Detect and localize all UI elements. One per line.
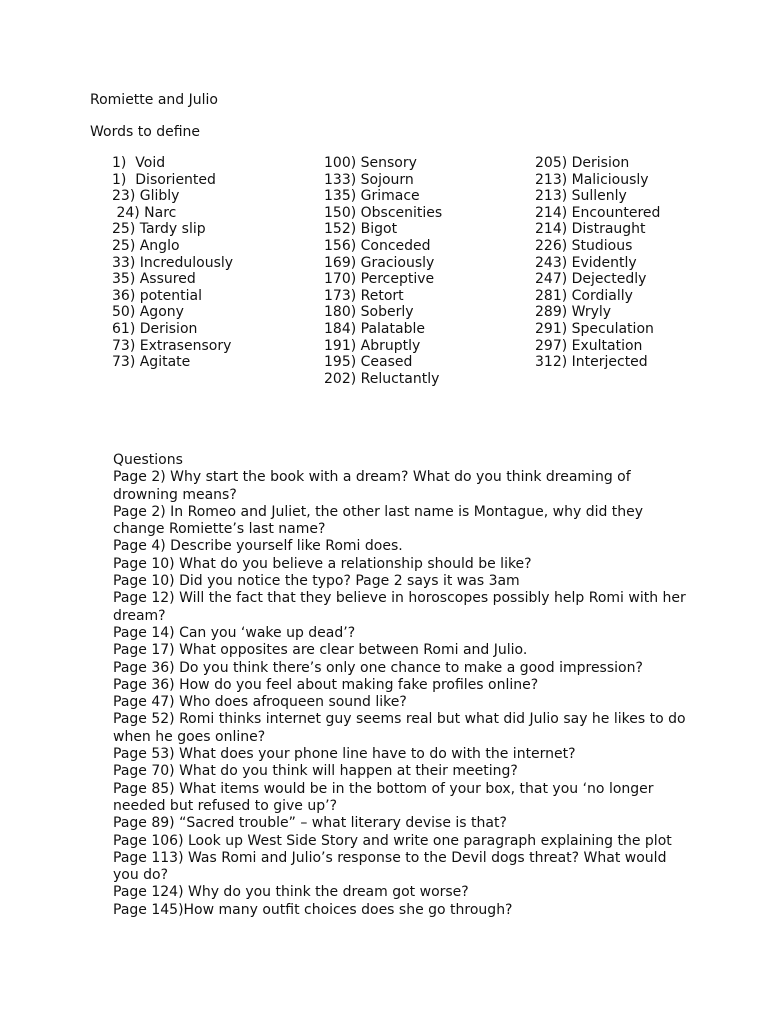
question-item: Page 2) In Romeo and Juliet, the other last name is Montague, why did they change Romiette’s last name?	[113, 503, 644, 538]
question-item: Page 12) Will the fact that they believe in horoscopes possibly help Romi with her dream?	[113, 590, 686, 624]
question-item: Page 106) Look up West Side Story and write one paragraph explaining the plot	[113, 832, 672, 849]
question-item: Page 14) Can you ‘wake up dead’?	[113, 624, 356, 641]
question-item: Page 17) What opposites are clear between Romi and Julio.	[113, 642, 528, 659]
word-item: 180) Soberly	[324, 304, 414, 321]
word-item: 25) Anglo	[112, 237, 180, 254]
question-item: Page 2) Why start the book with a dream? What do you think dreaming of drowning means?	[113, 469, 631, 503]
word-item: 150) Obscenities	[324, 204, 443, 221]
question-item: Page 85) What items would be in the bottom of your box, that you ‘no longer needed but refused to give up’?	[113, 780, 654, 814]
word-item: 173) Retort	[324, 287, 404, 304]
word-item: 312) Interjected	[535, 354, 648, 371]
word-item: 133) Sojourn	[324, 171, 414, 188]
word-item: 213) Sullenly	[535, 188, 627, 205]
word-item: 226) Studious	[535, 237, 633, 254]
word-column-1	[112, 155, 233, 371]
word-item: 202) Reluctantly	[324, 370, 440, 387]
questions-section	[113, 452, 713, 919]
word-item: 35) Assured	[112, 271, 196, 288]
word-item: 205) Derision	[535, 155, 630, 171]
questions-heading: Questions	[113, 452, 183, 468]
word-item: 135) Grimace	[324, 188, 420, 205]
word-item: 50) Agony	[112, 304, 184, 321]
word-item: 33) Incredulously	[112, 254, 234, 271]
word-item: 152) Bigot	[324, 221, 398, 238]
word-item: 243) Evidently	[535, 254, 637, 271]
question-item: Page 10) Did you notice the typo? Page 2 says it was 3am	[113, 573, 520, 590]
document-title: Romiette and Julio	[90, 92, 218, 108]
document-subtitle: Words to define	[90, 124, 201, 140]
word-column-3	[535, 155, 660, 371]
word-item: 281) Cordially	[535, 287, 633, 304]
word-item: 156) Conceded	[324, 237, 431, 254]
word-item: 184) Palatable	[324, 320, 425, 337]
word-item: 61) Derision	[112, 320, 198, 337]
word-item: 36) potential	[112, 287, 203, 304]
word-item: 169) Graciously	[324, 254, 435, 271]
word-item: 195) Ceased	[324, 354, 413, 371]
word-item: 170) Perceptive	[324, 271, 435, 288]
question-item: Page 47) Who does afroqueen sound like?	[113, 694, 407, 711]
word-item: 73) Extrasensory	[112, 337, 232, 354]
word-item: 191) Abruptly	[324, 337, 421, 354]
question-item: Page 52) Romi thinks internet guy seems real but what did Julio say he likes to do when he goes online?	[113, 711, 686, 745]
word-item: 291) Speculation	[535, 320, 654, 337]
question-item: Page 36) How do you feel about making fake profiles online?	[113, 676, 539, 693]
question-item: Page 4) Describe yourself like Romi does.	[113, 538, 403, 555]
word-item: 247) Dejectedly	[535, 271, 647, 288]
word-item: 214) Distraught	[535, 221, 646, 238]
question-item: Page 53) What does your phone line have to do with the internet?	[113, 746, 576, 763]
question-item: Page 89) “Sacred trouble” – what literary devise is that?	[113, 815, 507, 832]
question-item: Page 113) Was Romi and Julio’s response to the Devil dogs threat? What would you do?	[113, 849, 667, 884]
word-item: 100) Sensory	[324, 155, 417, 171]
question-item: Page 10) What do you believe a relationship should be like?	[113, 555, 532, 572]
question-item: Page 36) Do you think there’s only one chance to make a good impression?	[113, 659, 643, 676]
word-item: 73) Agitate	[112, 354, 191, 371]
word-item: 24) Narc	[112, 204, 177, 221]
word-item: 289) Wryly	[535, 304, 612, 321]
question-list	[113, 469, 713, 919]
word-item: 214) Encountered	[535, 204, 661, 221]
question-item: Page 124) Why do you think the dream got worse?	[113, 884, 469, 901]
word-item: 297) Exultation	[535, 337, 643, 354]
word-item: 25) Tardy slip	[112, 221, 206, 238]
word-item: 213) Maliciously	[535, 171, 649, 188]
word-item: 1) Disoriented	[112, 171, 216, 188]
word-column-2	[324, 155, 442, 387]
question-item: Page 70) What do you think will happen at their meeting?	[113, 763, 518, 780]
word-item: 23) Glibly	[112, 188, 180, 205]
question-item: Page 145)How many outfit choices does she go through?	[113, 901, 513, 918]
word-item: 1) Void	[112, 155, 166, 171]
